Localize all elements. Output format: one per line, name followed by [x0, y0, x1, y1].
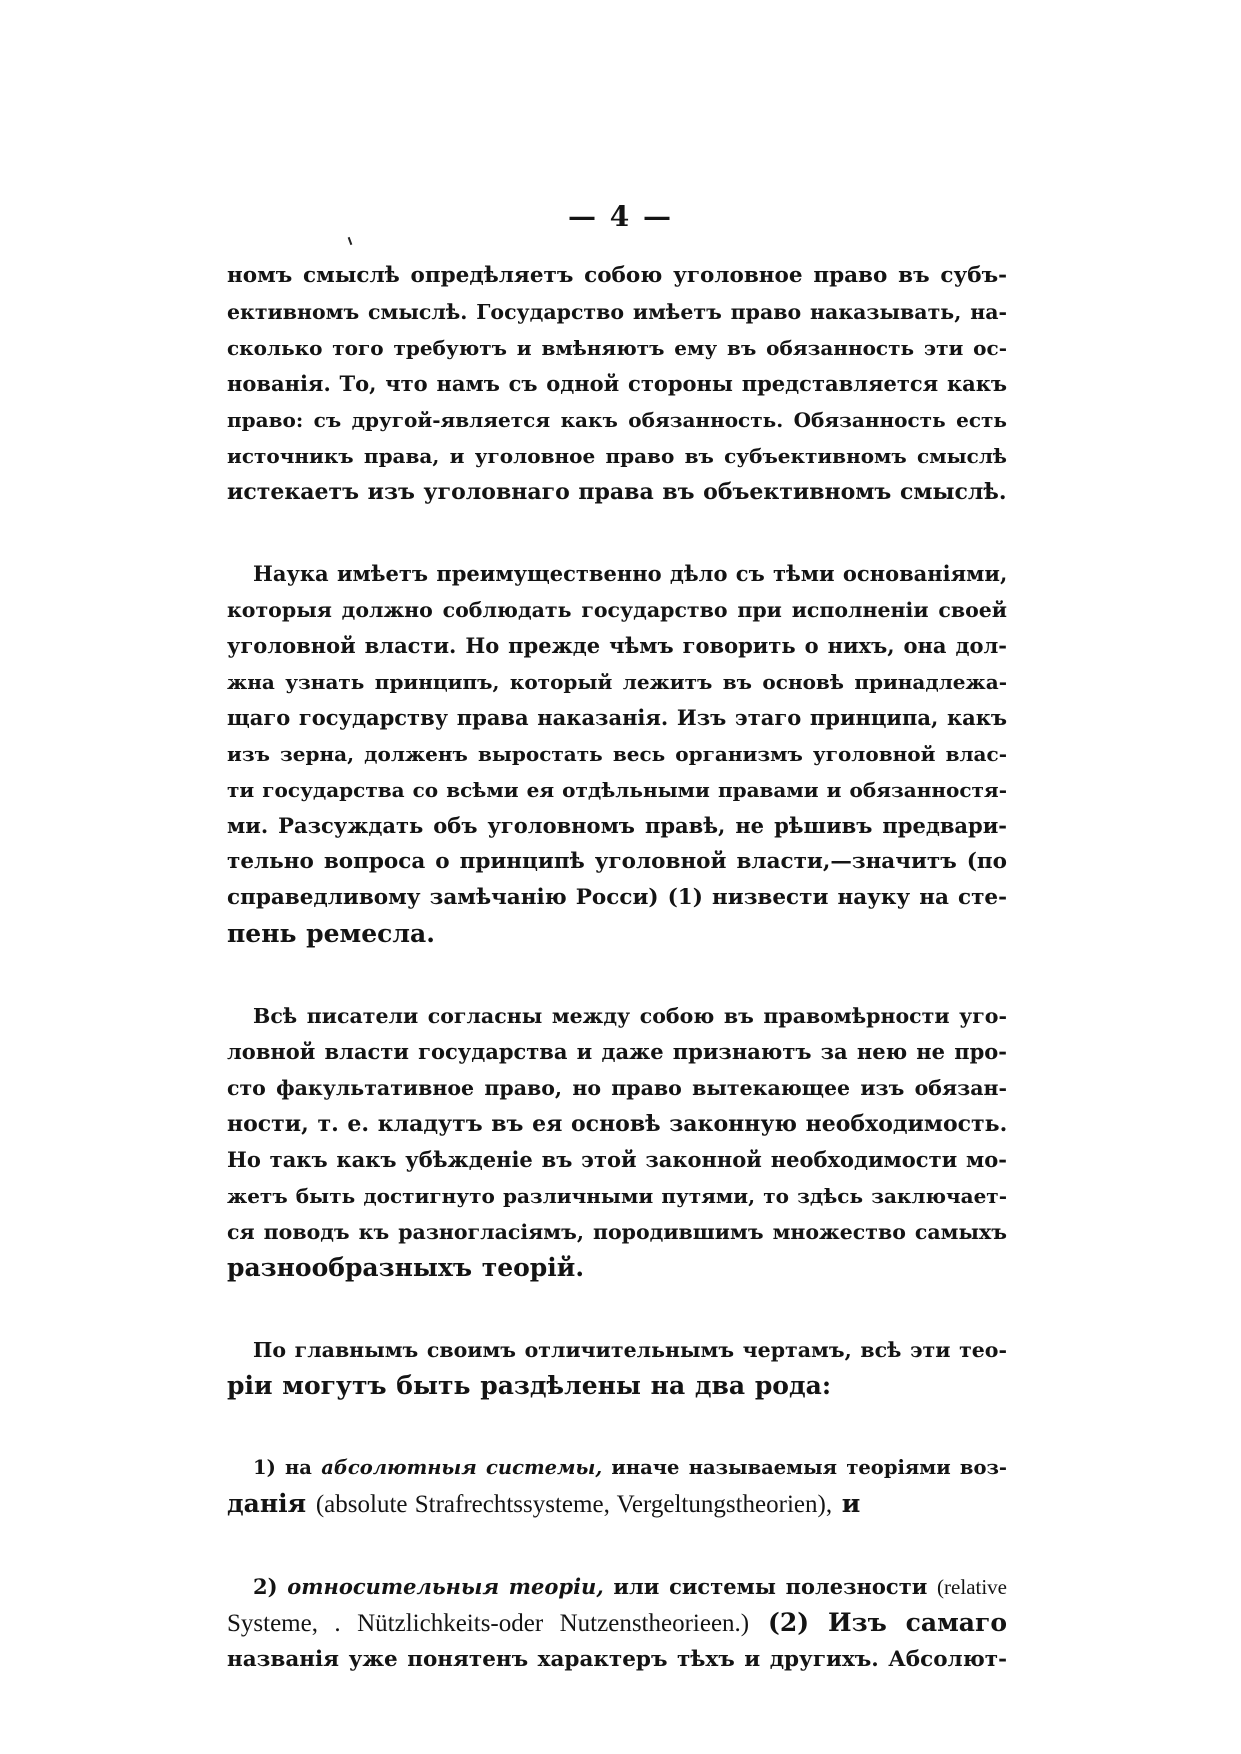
text-line: названія уже понятенъ характеръ тѣхъ и другихъ. Абсолют- [227, 1647, 1007, 1672]
text-line: ми. Разсуждать объ уголовномъ правѣ, не рѣшивъ предвари- [227, 813, 1007, 838]
text-line: истекаетъ изъ уголовнаго права въ объективномъ смыслѣ. [227, 479, 1007, 505]
item-line2-suffix: (2) Изъ самаго [749, 1608, 1007, 1637]
latin-term: (relative [937, 1575, 1007, 1599]
text-line [227, 1569, 1007, 1605]
print-speck [348, 237, 353, 245]
latin-term: (absolute Strafrechtssysteme, Vergeltungstheorien), [315, 1491, 833, 1518]
item-rest: иначе называемыя теоріями воз- [602, 1456, 1007, 1479]
latin-term: Systeme, . Nützlichkeits-oder Nutzenstheorieen.) [227, 1610, 750, 1637]
item-rest: или системы полезности [603, 1574, 938, 1599]
text-line: жна узнать принципъ, который лежитъ въ основѣ принадлежа- [227, 670, 1007, 694]
paragraph-4 [227, 1332, 1007, 1404]
text-line [227, 1605, 1007, 1642]
text-line: По главнымъ своимъ отличительнымъ чертамъ, всѣ эти тео- [253, 1338, 1007, 1362]
item-line2-suffix: и [832, 1489, 861, 1518]
item-prefix: 1) на [253, 1456, 322, 1479]
text-line: жетъ быть достигнуто различными путями, то здѣсь заключает- [227, 1184, 1007, 1208]
text-line: ся поводъ къ разногласіямъ, породившимъ множество самыхъ [227, 1220, 1007, 1244]
text-line: ловной власти государства и даже признаютъ за нею не про- [227, 1039, 1007, 1064]
list-item-relative-theories [227, 1569, 1007, 1678]
text-line: справедливому замѣчанію Росси) (1) низвести науку на сте- [227, 885, 1007, 910]
text-line: которыя должно соблюдать государство при исполненіи своей [227, 598, 1007, 622]
text-line [227, 1486, 1007, 1523]
paragraph-3 [227, 998, 1007, 1286]
item-line2-prefix: данія [227, 1489, 316, 1518]
list-item-absolute-systems [227, 1450, 1007, 1523]
text-line: источникъ права, и уголовное право въ субъективномъ смыслѣ [227, 444, 1007, 468]
text-line: изъ зерна, долженъ выростать весь организмъ уголовной влас- [227, 742, 1007, 766]
body-text [227, 258, 1007, 1724]
text-line: право: съ другой-является какъ обязанность. Обязанность есть [227, 408, 1007, 432]
text-line: ности, т. е. кладутъ въ ея основѣ законную необходимость. [227, 1111, 1008, 1137]
page-number: — 4 — [568, 200, 673, 233]
text-line: Всѣ писатели согласны между собою въ правомѣрности уго- [253, 1004, 1007, 1028]
paragraph-1 [227, 258, 1007, 510]
paragraph-2 [227, 556, 1007, 952]
item-prefix: 2) [253, 1574, 288, 1599]
text-line: Наука имѣетъ преимущественно дѣло съ тѣми основаніями, [253, 561, 1008, 586]
text-line: щаго государству права наказанія. Изъ этаго принципа, какъ [227, 705, 1007, 730]
text-line: ективномъ смыслѣ. Государство имѣетъ право наказывать, на- [227, 300, 1007, 324]
text-line: нованія. То, что намъ съ одной стороны представляется какъ [227, 371, 1007, 396]
text-line: тельно вопроса о принципѣ уголовной власти,—значитъ (по [227, 849, 1007, 874]
text-line: уголовной власти. Но прежде чѣмъ говорить о нихъ, она дол- [227, 633, 1007, 658]
text-line: ти государства со всѣми ея отдѣльными правами и обязанностя- [227, 778, 1007, 802]
text-line: сколько того требуютъ и вмѣняютъ ему въ обязанность эти ос- [227, 336, 1007, 360]
text-line: пень ремесла. [227, 919, 435, 948]
text-line: сто факультативное право, но право вытекающее изъ обязан- [227, 1076, 1007, 1100]
text-line: ріи могутъ быть раздѣлены на два рода: [227, 1371, 832, 1400]
text-line: разнообразныхъ теорій. [227, 1253, 585, 1282]
text-line [227, 1450, 1007, 1486]
text-line: Но такъ какъ убѣжденіе въ этой законной необходимости мо- [227, 1147, 1007, 1172]
italic-term: относительныя теоріи, [287, 1574, 604, 1599]
italic-term: абсолютныя системы, [321, 1456, 603, 1479]
text-line: номъ смыслѣ опредѣляетъ собою уголовное право въ субъ- [227, 263, 1007, 288]
